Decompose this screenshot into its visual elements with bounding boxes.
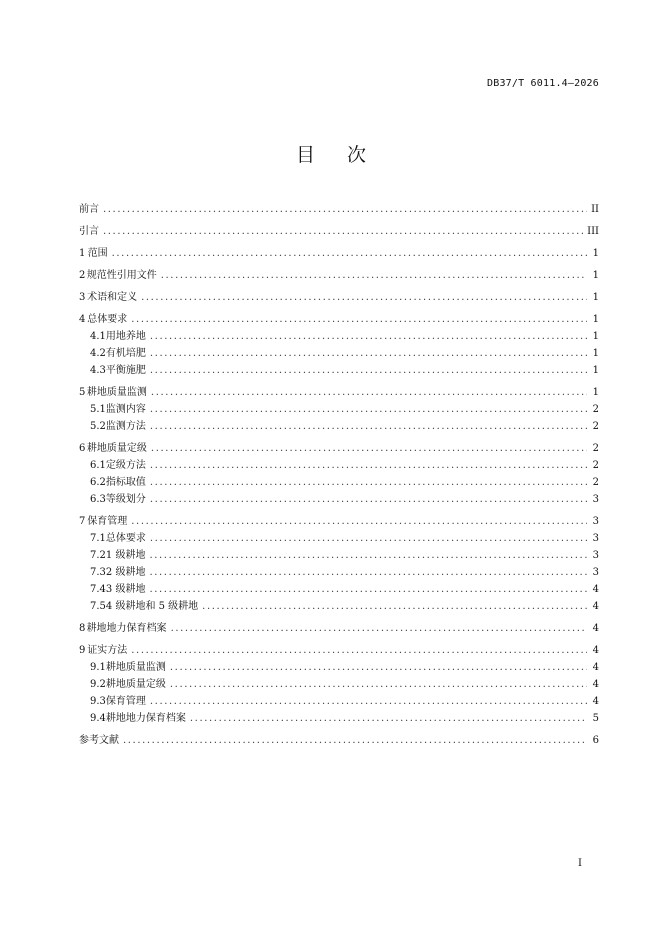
toc-entry-number: 7	[79, 516, 86, 527]
toc-entry-page: 4	[592, 696, 599, 707]
toc-entry-number: 6.1	[90, 460, 106, 471]
toc-entry-number: 4.1	[90, 331, 106, 342]
toc-entry-number: 4	[79, 314, 86, 325]
toc-entry-page: 2	[592, 443, 599, 454]
dot-leader	[202, 598, 587, 615]
dot-leader	[150, 362, 587, 379]
toc-entry-label: 监测内容	[105, 404, 146, 415]
toc-entry-label: 耕地质量定级	[105, 679, 166, 690]
toc-entry-page: 4	[592, 584, 599, 595]
toc-entry-number: 9.4	[90, 713, 106, 724]
toc-entry-page: 5	[592, 713, 599, 724]
toc-entry-number: 7.3	[90, 567, 106, 578]
toc-entry[interactable]	[79, 491, 599, 508]
toc-entry-label: 平衡施肥	[105, 365, 146, 376]
toc-entry-label: 耕地地力保育档案	[105, 713, 186, 724]
toc-entry[interactable]	[79, 267, 599, 284]
toc-entry-page: 1	[592, 387, 599, 398]
toc-entry[interactable]	[79, 245, 599, 262]
page-title	[0, 140, 662, 167]
toc-entry-label: 2 级耕地	[105, 567, 146, 578]
dot-leader	[150, 530, 587, 547]
dot-leader	[170, 659, 587, 676]
toc-entry-label: 参考文献	[79, 735, 119, 746]
toc-entry-number: 4.3	[90, 365, 106, 376]
toc-entry-label: 证实方法	[87, 645, 128, 656]
dot-leader	[150, 474, 587, 491]
dot-leader	[161, 267, 587, 284]
toc-entry-label: 规范性引用文件	[86, 270, 157, 281]
dot-leader	[151, 384, 587, 401]
toc-entry-label: 术语和定义	[87, 292, 138, 303]
toc-entry[interactable]	[79, 710, 599, 727]
title-char-1: 目	[295, 144, 315, 166]
toc-entry-label: 耕地质量定级	[86, 443, 147, 454]
toc-entry-page: 3	[592, 516, 599, 527]
toc-entry-label: 耕地质量监测	[105, 662, 166, 673]
toc-entry-label: 范围	[87, 248, 108, 259]
toc-entry[interactable]	[79, 201, 599, 218]
toc-entry[interactable]	[79, 362, 599, 379]
toc-entry[interactable]	[79, 328, 599, 345]
toc-entry-number: 9.3	[90, 696, 106, 707]
toc-entry[interactable]	[79, 620, 599, 637]
toc-entry-page: 3	[592, 533, 599, 544]
toc-entry[interactable]	[79, 223, 599, 240]
toc-entry-number: 5.1	[90, 404, 106, 415]
toc-entry-page: 2	[592, 421, 599, 432]
toc-entry-page: 4	[592, 645, 599, 656]
toc-entry-label: 有机培肥	[105, 348, 146, 359]
dot-leader	[150, 457, 587, 474]
toc-entry[interactable]	[79, 418, 599, 435]
toc-entry[interactable]	[79, 513, 599, 530]
title-char-2: 次	[347, 144, 367, 166]
dot-leader	[131, 311, 587, 328]
toc-entry-number: 8	[79, 623, 86, 634]
toc-entry-number: 6	[79, 443, 86, 454]
toc-entry[interactable]	[79, 457, 599, 474]
toc-entry[interactable]	[79, 474, 599, 491]
toc-entry[interactable]	[79, 289, 599, 306]
dot-leader	[131, 513, 587, 530]
dot-leader	[149, 564, 587, 581]
toc-entry[interactable]	[79, 732, 599, 749]
toc-entry-number: 9	[79, 645, 86, 656]
toc-entry-page: 1	[592, 292, 599, 303]
toc-entry-number: 7.1	[90, 533, 106, 544]
toc-entry-number: 7.2	[90, 550, 106, 561]
dot-leader	[150, 345, 587, 362]
toc-entry[interactable]	[79, 384, 599, 401]
toc-entry[interactable]	[79, 642, 599, 659]
toc-entry[interactable]	[79, 311, 599, 328]
toc-entry-number: 2	[79, 270, 86, 281]
toc-entry-label: 耕地地力保育档案	[86, 623, 167, 634]
toc-entry-label: 1 级耕地	[105, 550, 146, 561]
toc-entry-page: 2	[592, 477, 599, 488]
dot-leader	[150, 693, 587, 710]
dot-leader	[150, 418, 587, 435]
dot-leader	[150, 491, 587, 508]
dot-leader	[150, 328, 587, 345]
dot-leader	[171, 620, 587, 637]
toc-entry[interactable]	[79, 530, 599, 547]
toc-entry-label: 指标取值	[105, 477, 146, 488]
toc-entry-number: 5	[79, 387, 86, 398]
toc-entry[interactable]	[79, 547, 599, 564]
toc-entry[interactable]	[79, 659, 599, 676]
toc-entry-page: III	[587, 226, 599, 237]
dot-leader	[123, 732, 587, 749]
document-code: DB37/T 6011.4—2026	[487, 78, 599, 89]
table-of-contents	[79, 201, 599, 749]
toc-entry-number: 9.2	[90, 679, 106, 690]
toc-entry[interactable]	[79, 598, 599, 615]
dot-leader	[103, 223, 583, 240]
toc-entry-number: 9.1	[90, 662, 106, 673]
toc-entry-label: 保育管理	[105, 696, 146, 707]
toc-entry-page: 4	[592, 623, 599, 634]
toc-entry-page: 1	[592, 270, 599, 281]
dot-leader	[112, 245, 587, 262]
toc-entry-number: 6.2	[90, 477, 106, 488]
dot-leader	[190, 710, 587, 727]
toc-entry-number: 7.4	[90, 584, 106, 595]
toc-entry-number: 6.3	[90, 494, 106, 505]
toc-entry-page: 3	[592, 550, 599, 561]
toc-entry-number: 5.2	[90, 421, 106, 432]
toc-entry-page: 3	[592, 494, 599, 505]
toc-entry-label: 定级方法	[105, 460, 146, 471]
toc-entry-label: 保育管理	[87, 516, 128, 527]
toc-entry-number: 3	[79, 292, 86, 303]
toc-entry[interactable]	[79, 401, 599, 418]
toc-entry-number: 7.5	[90, 601, 106, 612]
toc-entry-page: 2	[592, 404, 599, 415]
dot-leader	[103, 201, 587, 218]
toc-entry[interactable]	[79, 345, 599, 362]
toc-entry-label: 用地养地	[105, 331, 146, 342]
page-number: I	[578, 858, 582, 869]
toc-entry-label: 3 级耕地	[105, 584, 146, 595]
toc-entry-number: 4.2	[90, 348, 106, 359]
toc-entry-page: 4	[592, 601, 599, 612]
toc-entry-page: 3	[592, 567, 599, 578]
toc-entry-label: 总体要求	[105, 533, 146, 544]
toc-entry-label: 等级划分	[105, 494, 146, 505]
toc-entry-label: 引言	[79, 226, 99, 237]
toc-entry-page: 1	[592, 365, 599, 376]
toc-entry[interactable]	[79, 581, 599, 598]
toc-entry-page: 1	[592, 348, 599, 359]
toc-entry[interactable]	[79, 564, 599, 581]
toc-entry-number: 1	[79, 248, 86, 259]
toc-entry-page: 1	[592, 331, 599, 342]
dot-leader	[150, 401, 587, 418]
toc-entry-page: 1	[592, 314, 599, 325]
toc-entry-label: 前言	[79, 204, 99, 215]
toc-entry-page: 4	[592, 679, 599, 690]
toc-entry[interactable]	[79, 693, 599, 710]
dot-leader	[131, 642, 587, 659]
dot-leader	[149, 547, 587, 564]
toc-entry-page: 1	[592, 248, 599, 259]
toc-entry-label: 4 级耕地和 5 级耕地	[105, 601, 199, 612]
toc-entry[interactable]	[79, 440, 599, 457]
dot-leader	[151, 440, 587, 457]
dot-leader	[149, 581, 587, 598]
toc-entry-page: 4	[592, 662, 599, 673]
dot-leader	[170, 676, 587, 693]
toc-entry-page: 2	[592, 460, 599, 471]
dot-leader	[141, 289, 587, 306]
toc-entry-page: 6	[592, 735, 599, 746]
toc-entry-label: 总体要求	[87, 314, 128, 325]
toc-entry-label: 耕地质量监测	[86, 387, 147, 398]
toc-entry-label: 监测方法	[105, 421, 146, 432]
toc-entry[interactable]	[79, 676, 599, 693]
toc-entry-page: II	[591, 204, 599, 215]
